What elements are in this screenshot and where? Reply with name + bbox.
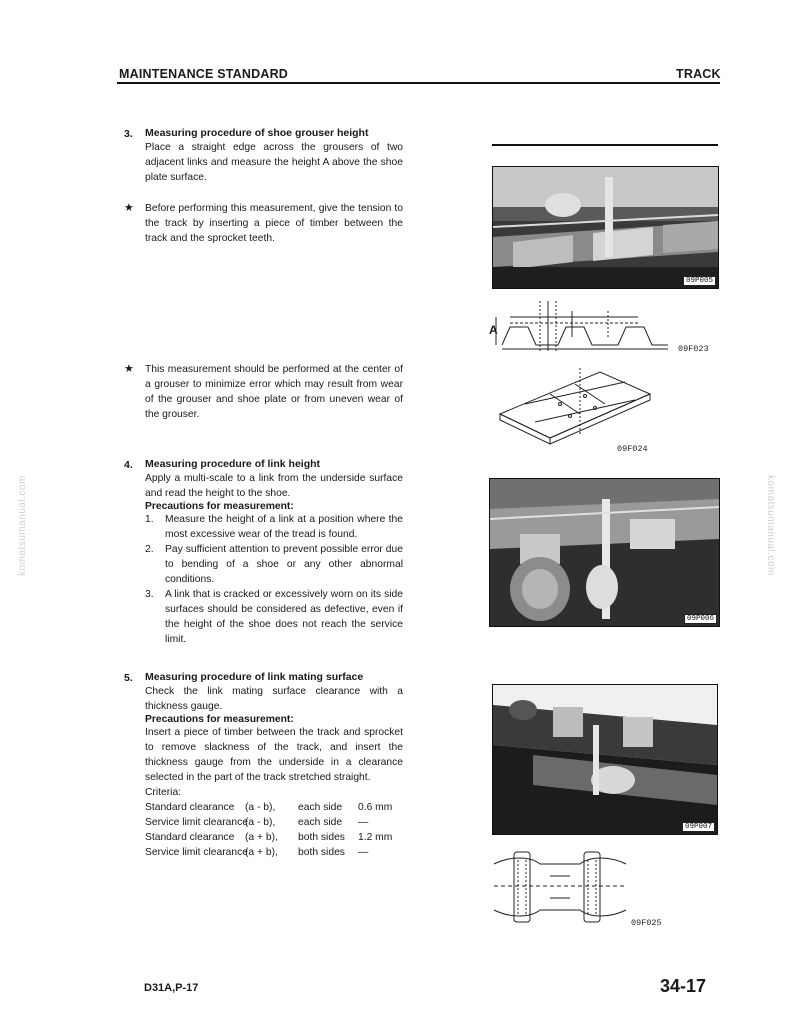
diagram-link-mating (490, 846, 630, 926)
criteria-label-cell: Standard clearance (145, 832, 235, 843)
criteria-where-cell: both sides (298, 832, 345, 843)
criteria-where-cell: each side (298, 802, 343, 813)
list-item (145, 542, 403, 587)
criteria-formula-cell: (a - b), (245, 817, 276, 828)
section-4 (145, 458, 403, 647)
criteria-row (145, 830, 403, 845)
note-star-icon: ★ (124, 202, 134, 214)
figure-code: 09F024 (617, 444, 648, 454)
section-5-precautions-body: Insert a piece of timber between the track and sprocket to remove slackness of the track, and insert the thickness gauge from the underside in a clearance selected in the part of the track stretched straight. (145, 727, 403, 783)
criteria-label: Criteria: (145, 787, 182, 798)
section-4-precautions-title: Precautions for measurement: (145, 501, 294, 512)
list-item (145, 587, 403, 647)
section-3-title: Measuring procedure of shoe grouser height (145, 127, 369, 139)
list-item-text: Pay sufficient attention to prevent possible error due to bending of a shoe or any other abnormal conditions. (165, 544, 403, 585)
section-5-precautions-title: Precautions for measurement: (145, 714, 294, 725)
list-item-text: A link that is cracked or excessively worn on its side surfaces should be considered as defective, even if the height of the shoe does not reach the service limit. (165, 589, 403, 645)
section-4-body: Apply a multi-scale to a link from the underside surface and read the height to the shoe. (145, 473, 403, 499)
section-5-body: Check the link mating surface clearance with a thickness gauge. (145, 686, 403, 712)
criteria-label-cell: Service limit clearance (145, 817, 249, 828)
diagram-shoe-plate (490, 364, 660, 446)
list-item-number: 3. (145, 589, 154, 600)
section-3-note-2: This measurement should be performed at the center of a grouser to minimize error which may result from wear of the grouser and shoe plate or from uneven wear of the grouser. (145, 364, 403, 420)
criteria-row (145, 845, 403, 860)
criteria-where-cell: both sides (298, 847, 345, 858)
criteria-formula-cell: (a + b), (245, 847, 278, 858)
criteria-where-cell: each side (298, 817, 343, 828)
criteria-value-cell: 0.6 mm (358, 802, 393, 813)
criteria-formula-cell: (a + b), (245, 832, 278, 843)
figure-code: 09P006 (684, 614, 717, 624)
section-5-title: Measuring procedure of link mating surface (145, 671, 364, 683)
photo-measuring-grouser-height (492, 166, 719, 289)
header-section-title: MAINTENANCE STANDARD (119, 67, 289, 81)
section-3 (145, 127, 403, 185)
header-chapter-title: TRACK (676, 67, 721, 81)
list-item (145, 512, 403, 542)
criteria-label-cell: Standard clearance (145, 802, 235, 813)
section-3-note-1: Before performing this measurement, give the tension to the track by inserting a piece of timber between the track and the sprocket teeth. (145, 203, 403, 244)
footer-model-code: D31A,P-17 (144, 982, 199, 994)
criteria-label-cell: Service limit clearance (145, 847, 249, 858)
section-5-number: 5. (124, 672, 133, 684)
criteria-value-cell: — (358, 847, 369, 858)
diagram-grouser-height (488, 297, 678, 355)
criteria-value-cell: — (358, 817, 369, 828)
photo-measuring-link-mating-surface (492, 684, 718, 835)
section-5 (145, 671, 403, 860)
figure-rule (492, 144, 718, 146)
photo-measuring-link-height (489, 478, 720, 627)
criteria-row (145, 800, 403, 815)
note-star-icon: ★ (124, 363, 134, 375)
list-item-number: 2. (145, 544, 154, 555)
diagram-label-a: A (489, 323, 498, 337)
section-4-number: 4. (124, 459, 133, 471)
section-3-number: 3. (124, 128, 133, 140)
figure-code: 09F025 (631, 918, 662, 928)
figure-code: 09P005 (683, 276, 716, 286)
figure-code: 09P007 (682, 822, 715, 832)
criteria-row (145, 815, 403, 830)
section-4-title: Measuring procedure of link height (145, 458, 321, 470)
list-item-number: 1. (145, 514, 154, 525)
footer-page-number: 34-17 (660, 976, 707, 996)
criteria-value-cell: 1.2 mm (358, 832, 393, 843)
figure-code: 09F023 (678, 344, 709, 354)
header-rule (117, 82, 720, 84)
watermark-right: komatsumanual.com (764, 475, 776, 576)
list-item-text: Measure the height of a link at a position where the most excessive wear of the tread is found. (165, 514, 403, 540)
criteria-formula-cell: (a - b), (245, 802, 276, 813)
section-3-body: Place a straight edge across the grousers of two adjacent links and measure the height A above the shoe plate surface. (145, 142, 403, 183)
watermark-left: komatsumanual.com (16, 475, 28, 576)
